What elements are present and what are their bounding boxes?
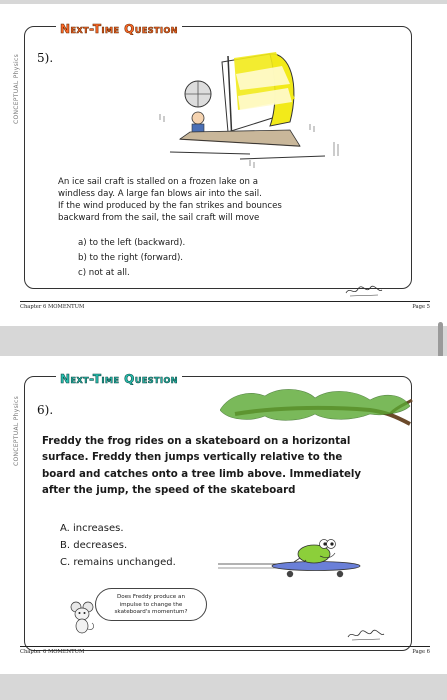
- document-page-5: [0, 4, 447, 326]
- option-a: A. increases.: [60, 523, 124, 534]
- document-page-6: [0, 356, 447, 674]
- answer-options: [78, 236, 185, 281]
- question-number: 5).: [37, 51, 54, 65]
- sail-craft-illustration: [150, 44, 350, 172]
- question-number: 6).: [37, 403, 54, 417]
- question-text: An ice sail craft is stalled on a frozen lake on a windless day. A large fan blows air into the sail. If the wind produced by the fan strikes and bounces backward from the sail, the sail craft will move: [58, 177, 282, 223]
- next-time-question-banner: Next-Time Question: [56, 22, 182, 36]
- signature-icon: [344, 284, 384, 298]
- option-c: c) not at all.: [78, 268, 130, 278]
- scrollbar[interactable]: [438, 322, 443, 358]
- side-label: CONCEPTUAL Physics: [13, 396, 20, 466]
- frog-skateboard-illustration: [218, 538, 363, 582]
- thought-bubble: Does Freddy produce an impulse to change the skateboard's momentum?: [95, 588, 207, 621]
- next-time-question-banner: Next-Time Question: [56, 372, 182, 386]
- mouse-illustration: [68, 601, 98, 635]
- question-text: Freddy the frog rides on a skateboard on a horizontal surface. Freddy then jumps vertically relative to the board and catches onto a tree limb above. Immediately after the jump, the speed of the skateboard: [42, 436, 362, 497]
- page-footer: Chapter 6 MOMENTUM Page 6: [20, 646, 430, 647]
- option-a: a) to the left (backward).: [78, 238, 186, 248]
- signature-icon: [346, 628, 386, 642]
- option-c: C. remains unchanged.: [60, 557, 176, 568]
- side-label: CONCEPTUAL Physics: [13, 54, 20, 124]
- page-footer: Chapter 6 MOMENTUM Page 5: [20, 301, 430, 302]
- answer-options: [60, 520, 176, 571]
- option-b: b) to the right (forward).: [78, 253, 184, 263]
- option-b: B. decreases.: [60, 540, 128, 551]
